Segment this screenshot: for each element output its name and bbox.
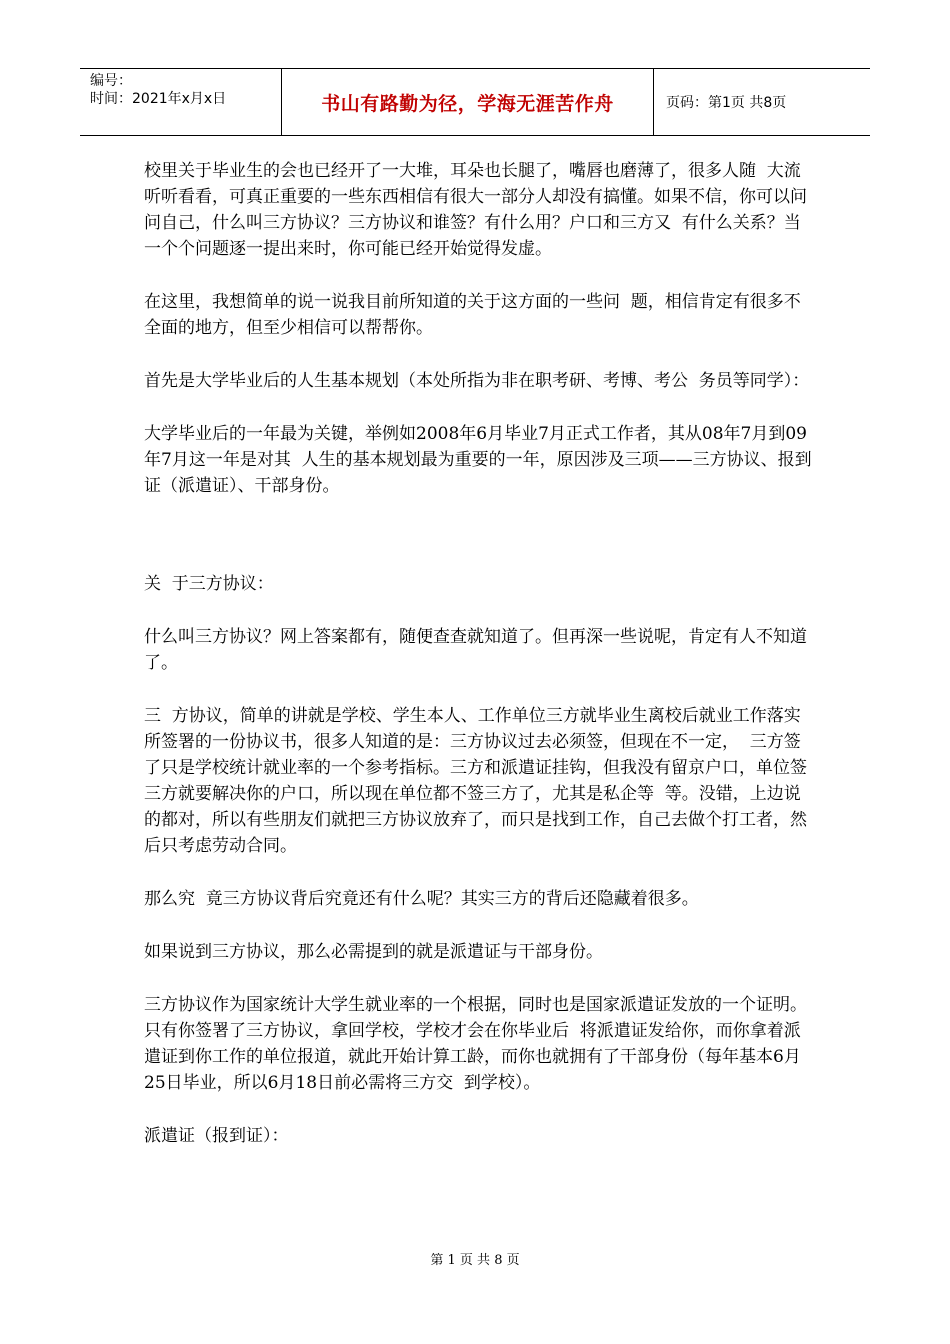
paragraph: 三方协议作为国家统计大学生就业率的一个根据，同时也是国家派遣证发放的一个证明。只有你签署了三方协议，拿回学校，学校才会在你毕业后 将派遣证发给你，而你拿着派遣证到你工作的单位报道，就此开始计算工龄，而你也就拥有了干部身份（每年基本6月25日毕业，所以6月18日前必需将三方交 到学校）。 — [144, 995, 807, 1093]
paragraph: 那么究 竟三方协议背后究竟还有什么呢？其实三方的背后还隐藏着很多。 — [144, 889, 699, 909]
header-page-number: 页码：第1页 共8页 — [666, 95, 787, 111]
document-date-label: 时间：2021年x月x日 — [90, 91, 227, 107]
paragraph-intro: 校里关于毕业生的会也已经开了一大堆，耳朵也长腿了，嘴唇也磨薄了，很多人随 大流听听看看，可真正重要的一些东西相信有很大一部分人却没有搞懂。如果不信，你可以问问自己，什么叫三方协议？三方协议和谁签？有什么用？户口和三方又 有什么关系？当一个个问题逐一提出来时，你可能已经开始觉得发虚。 — [144, 161, 807, 259]
document-body — [144, 158, 812, 1176]
paragraph: 大学毕业后的一年最为关键，举例如2008年6月毕业7月正式工作者，其从08年7月到09年7月这一年是对其 人生的基本规划最为重要的一年，原因涉及三项——三方协议、报到证（派遣证）、干部身份。 — [144, 424, 812, 496]
paragraph: 三 方协议，简单的讲就是学校、学生本人、工作单位三方就毕业生离校后就业工作落实所签署的一份协议书，很多人知道的是：三方协议过去必须签，但现在不一定， 三方签了只是学校统计就业率的一个参考指标。三方和派遣证挂钩，但我没有留京户口，单位签三方就要解决你的户口，所以现在单位都不签三方了，尤其是私企等 等。没错，上边说的都对，所以有些朋友们就把三方协议放弃了，而只是找到工作，自己去做个打工者，然后只考虑劳动合同。 — [144, 706, 807, 856]
page-footer — [0, 1249, 950, 1268]
document-number-label: 编号： — [90, 73, 132, 89]
section-heading-dispatch-certificate: 派遣证（报到证）： — [144, 1126, 289, 1146]
header-meta — [80, 69, 282, 135]
section-heading-three-party-agreement: 关 于三方协议： — [144, 574, 274, 594]
header-motto-cell — [282, 69, 654, 135]
paragraph: 在这里，我想简单的说一说我目前所知道的关于这方面的一些问 题，相信肯定有很多不全面的地方，但至少相信可以帮帮你。 — [144, 292, 801, 338]
header-motto: 书山有路勤为径，学海无涯苦作舟 — [321, 92, 614, 115]
header-page-cell — [654, 69, 870, 135]
paragraph: 如果说到三方协议，那么必需提到的就是派遣证与干部身份。 — [144, 942, 603, 962]
paragraph: 首先是大学毕业后的人生基本规划（本处所指为非在职考研、考博、考公 务员等同学）： — [144, 371, 810, 391]
page-header — [80, 68, 870, 136]
footer-page-number: 第 1 页 共 8 页 — [430, 1253, 520, 1268]
paragraph: 什么叫三方协议？网上答案都有，随便查查就知道了。但再深一些说呢，肯定有人不知道了。 — [144, 627, 807, 673]
